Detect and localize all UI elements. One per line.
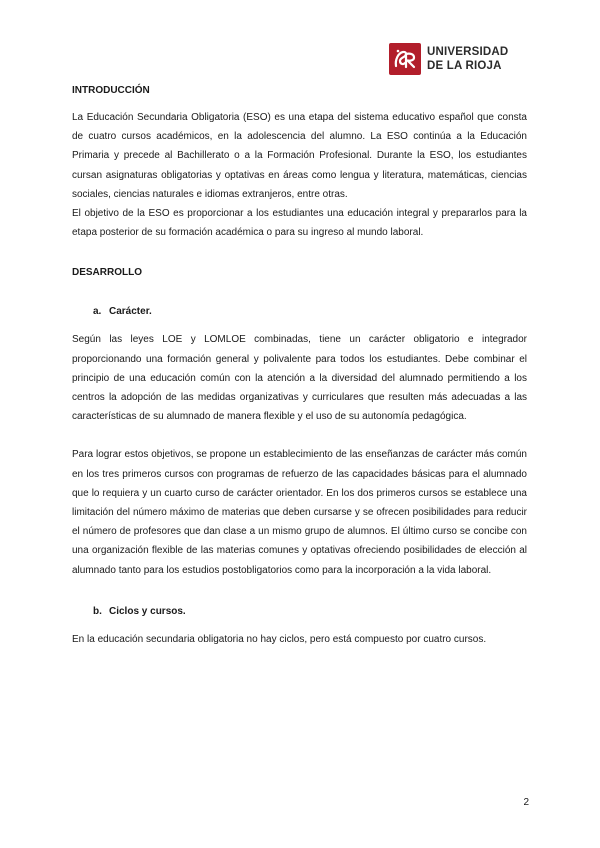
page-number: 2 bbox=[523, 797, 529, 808]
paragraph-spacer bbox=[72, 426, 527, 445]
heading-introduccion: INTRODUCCIÓN bbox=[72, 85, 150, 96]
subheading-number-b: b. bbox=[93, 605, 102, 617]
heading-desarrollo: DESARROLLO bbox=[72, 267, 142, 279]
subheading-caracter bbox=[93, 305, 527, 319]
ciclos-paragraph-1: En la educación secundaria obligatoria no hay ciclos, pero está compuesto por cuatro cursos. bbox=[72, 633, 487, 645]
caracter-paragraph-2: Para lograr estos objetivos, se propone un establecimiento de las enseñanzas de carácter más común en los tres primeros cursos con programas de refuerzo de las capacidades básicas para el alumnado que lo requiera y un cuarto curso de carácter orientador. En los dos primeros cursos se establece una limitación del número máximo de materias que deben cursarse y se ofrecen posibilidades para reducir el número de profesores que dan clase a un mismo grupo de alumnos. El último curso se concibe con una organización flexible de las materias comunes y optativas ofreciendo posibilidades de elección al alumnado tanto para los estudios postobligatorios como para la incorporación a la vida laboral. bbox=[72, 449, 527, 576]
subheading-ciclos bbox=[93, 605, 527, 619]
document-body bbox=[72, 84, 527, 649]
subheading-number-a: a. bbox=[93, 306, 102, 318]
caracter-paragraph-1: Según las leyes LOE y LOMLOE combinadas, tiene un carácter obligatorio e integrador proporcionando una formación general y polivalente para todos los estudiantes. Debe combinar el principio de una educación común con la atención a la diversidad del alumnado permitiendo a los centros la adopción de las medidas organizativas y curriculares que resulten más adecuadas a las características de su alumnado de manera flexible y el uso de su autonomía pedagógica. bbox=[72, 334, 527, 423]
university-logo-icon bbox=[389, 43, 421, 75]
logo-line-2: DE LA RIOJA bbox=[427, 60, 502, 72]
subheading-title-a: Carácter. bbox=[109, 306, 152, 318]
subheading-title-b: Ciclos y cursos. bbox=[109, 605, 186, 617]
university-logo bbox=[389, 43, 529, 75]
intro-paragraph-1: La Educación Secundaria Obligatoria (ESO) es una etapa del sistema educativo español que consta de cuatro cursos académicos, en la adolescencia del alumno. La ESO continúa a la Educación Primaria y precede al Bachillerato o a la Formación Profesional. Durante la ESO, los estudiantes cursan asignaturas obligatorias y optativas en áreas como lengua y literatura, matemáticas, ciencias sociales, ciencias naturales e idiomas extranjeros, entre otras. bbox=[72, 112, 527, 200]
intro-paragraph-2: El objetivo de la ESO es proporcionar a los estudiantes una educación integral y prepararlos para la etapa posterior de su formación académica o para su ingreso al mundo laboral. bbox=[72, 208, 527, 239]
logo-line-1: UNIVERSIDAD bbox=[427, 46, 509, 58]
